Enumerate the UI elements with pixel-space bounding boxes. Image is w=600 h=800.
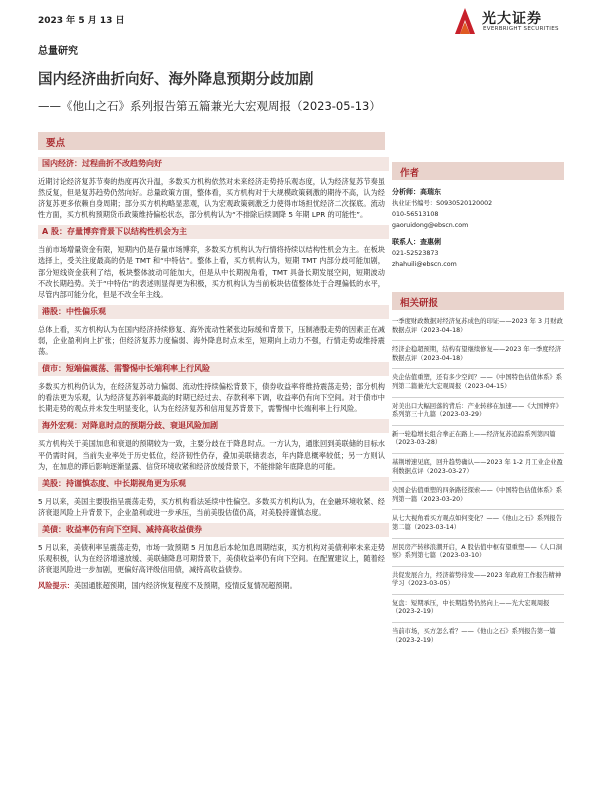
contact-name: 查惠俐 [420, 238, 441, 246]
section-heading-bonds: 债市：短端偏震荡、需警惕中长端利率上行风险 [38, 362, 389, 376]
related-report-item[interactable]: 复盘：短期承压，中长期趋势仍然向上——光大宏观周报（2023-2-19） [392, 600, 564, 623]
section-text-hk-stocks: 总体上看，买方机构认为在国内经济持续修复、海外流动性紧张边际缓和背景下，压制港股走势的因素正在减弱，企业盈利向上扩张；但经济复苏力度偏弱、海外降息时点未至，短期向上动力不强，行情走势或维持震荡。 [38, 324, 385, 357]
related-report-item[interactable]: 新一轮稳增长组合拳正在路上——经济复苏追踪系列第四篇（2023-03-28） [392, 431, 564, 454]
related-report-item[interactable]: 共促发展合力，经济蓄势待发——2023 年政府工作报告精神学习（2023-03-05） [392, 572, 564, 595]
related-reports-bar [392, 292, 564, 310]
related-report-item[interactable]: 央国企估值重塑的四条路径探索——《中国特色估值体系》系列第一篇（2023-03-20） [392, 487, 564, 510]
related-reports-label: 相关研报 [400, 298, 439, 309]
section-heading-overseas-macro: 海外宏观：对降息时点的预期分歧、衰退风险加剧 [38, 419, 389, 433]
author-bar-label: 作者 [400, 168, 420, 179]
contact-email[interactable]: zhahuili@ebscn.com [392, 261, 457, 268]
page-title: 国内经济曲折向好、海外降息预期分歧加剧 [38, 72, 314, 88]
logo-cn-text: 光大证券 [482, 11, 542, 27]
contact-line [392, 237, 564, 248]
analyst-cert: 执业证书编号：S0930520120002 [392, 200, 493, 207]
section-heading-hk-stocks: 港股：中性偏乐观 [38, 305, 389, 319]
author-bar [392, 162, 564, 180]
section-heading-us-stocks: 美股：持谨慎态度、中长期视角更为乐观 [38, 477, 389, 491]
report-category: 总量研究 [38, 46, 78, 57]
key-points-bar [38, 132, 385, 150]
related-report-item[interactable]: 基荆增速见底，回升趋势确认——2023 年 1-2 月工业企业盈利数据点评（2023-03-27） [392, 459, 564, 482]
logo-en-text: EVERBRIGHT SECURITIES [483, 26, 559, 32]
page-subtitle: ——《他山之石》系列报告第五篇兼光大宏观周报（2023-05-13） [38, 99, 381, 113]
section-text-overseas-macro: 买方机构关于美国加息和衰退的预期较为一致，主要分歧在于降息时点。一方认为，通胀回到美联储的目标水平仍需时间，当前失业率处于历史低位，经济韧性仍存，叠加美联储表态，年内降息概率较低；另一方则认为，在加息的滞后影响逐渐显露、信贷环境收紧和经济放缓背景下，不能排除年底降息的可能。 [38, 439, 385, 471]
related-report-item[interactable]: 经济企稳超预期，结构有望继续修复——2023 年一季度经济数据点评（2023-04-18） [392, 346, 564, 369]
section-heading-a-share: A 股：存量博弈背景下以结构性机会为主 [38, 225, 389, 239]
related-report-item[interactable]: 央企估值重塑，还有多少空间？——《中国特色估值体系》系列第二篇兼光大宏观周报（2023-04-15） [392, 374, 564, 397]
related-report-item[interactable]: 从七大视角看买方观点如何变化？——《他山之石》系列报告第二篇（2023-03-14） [392, 515, 564, 538]
related-report-item[interactable]: 当前市场，买方怎么看？——《他山之石》系列报告第一篇（2023-2-19） [392, 628, 556, 644]
key-points-column [38, 157, 385, 596]
analyst-phone: 010-56513108 [392, 211, 439, 218]
section-text-us-stocks: 5 月以来，美国主要股指呈震荡走势，买方机构看法延续中性偏空。多数买方机构认为，在金融环境收紧、经济衰退风险上升背景下，企业盈利或进一步承压，当前美股估值仍高，对美股持谨慎态度。 [38, 496, 385, 517]
analyst-name: 高瑞东 [420, 188, 441, 196]
contact-label: 联系人： [392, 238, 420, 246]
risk-warning-text: 美国通胀超预期，国内经济恢复程度不及预期，疫情反复情况超预期。 [73, 581, 297, 591]
related-report-item[interactable]: 一季度财政数据对经济复苏成色的印证——2023 年 3 月财政数据点评（2023-04-18） [392, 318, 564, 341]
analyst-line [392, 187, 564, 198]
section-text-bonds: 多数买方机构仍认为，在经济复苏动力偏弱、流动性持续偏松背景下，债券收益率将维持震荡走势；部分机构的看法更为乐观，认为经济复苏斜率最高的时期已经过去、存款利率下调，收益率仍有向下空间。对于债市中长期走势的观点并未发生明显变化，认为在经济复苏和信用复苏背景下，需警惕中长端利率上行风险。 [38, 382, 385, 414]
section-text-us-bonds: 5 月以来，美债利率呈震荡走势，市场一致预期 5 月加息后本轮加息周期结束，买方机构对美债利率未来走势乐观积极，认为在经济增速放缓、美联储降息可期背景下，美债收益率仍有向下空间。在配置建议上，随着经济衰退风险进一步加剧，更偏好高评级信用债，减持高收益债券。 [38, 542, 385, 575]
section-text-domestic: 近期讨论经济复苏节奏的热度再次升温，多数买方机构依然对未来经济走势持乐观态度，认为经济复苏节奏虽然反复，但是复苏趋势仍然向好。总量政策方面，整体看，买方机构对于大规模政策刺激的期待不高，认为经济复苏更多依赖自身周期；部分买方机构略显悲观，认为宏观政策刺激乏力使得市场担忧经济二次探底。流动性方面，买方机构预期货币政策维持偏松状态，部分机构认为“不排除后续调降 5 年期 LPR 的可能性”。 [38, 177, 385, 220]
report-date: 2023 年 5 月 13 日 [38, 16, 125, 26]
brand-logo [452, 6, 572, 38]
key-points-label: 要点 [46, 138, 66, 149]
author-block [392, 187, 564, 270]
risk-warning-label: 风险提示： [38, 581, 74, 591]
analyst-email[interactable]: gaoruidong@ebscn.com [392, 222, 469, 229]
analyst-label: 分析师： [392, 188, 420, 196]
everbright-logo-icon [452, 6, 478, 36]
related-report-item[interactable]: 对美出口大幅回落的背后：产业转移在加速——《大国博弈》系列第三十九篇（2023-03-29） [392, 403, 564, 426]
contact-phone: 021-52523873 [392, 250, 439, 257]
section-text-a-share: 当前市场增量资金有限，短期内仍是存量市场博弈，多数买方机构认为行情将持续以结构性机会为主。在板块选择上，受关注度最高的仍是 TMT 和“中特估”。整体上看，买方机构认为，短期 TMT 内部分歧可能加剧，部分短线资金获利了结，板块整体波动可能加大，但是从中长期视角看，TMT 具备长期发展空间，短期波动不改长期趋势。关于“中特估”的表述则显得更为积极，买方机构认为当前板块估值整体处于合理偏低的水平，尽管内部可能分化，但是不改全年主线。 [38, 245, 385, 299]
section-heading-domestic: 国内经济：过程曲折不改趋势向好 [38, 157, 389, 171]
section-heading-us-bonds: 美债：收益率仍有向下空间、减持高收益债券 [38, 523, 389, 537]
related-report-item[interactable]: 居民房产转移浪潮开启，A 股估值中枢有望重塑——《人口洞察》系列第七篇（2023-03-10） [392, 544, 564, 567]
related-reports-list [392, 318, 564, 655]
risk-warning [38, 580, 385, 591]
